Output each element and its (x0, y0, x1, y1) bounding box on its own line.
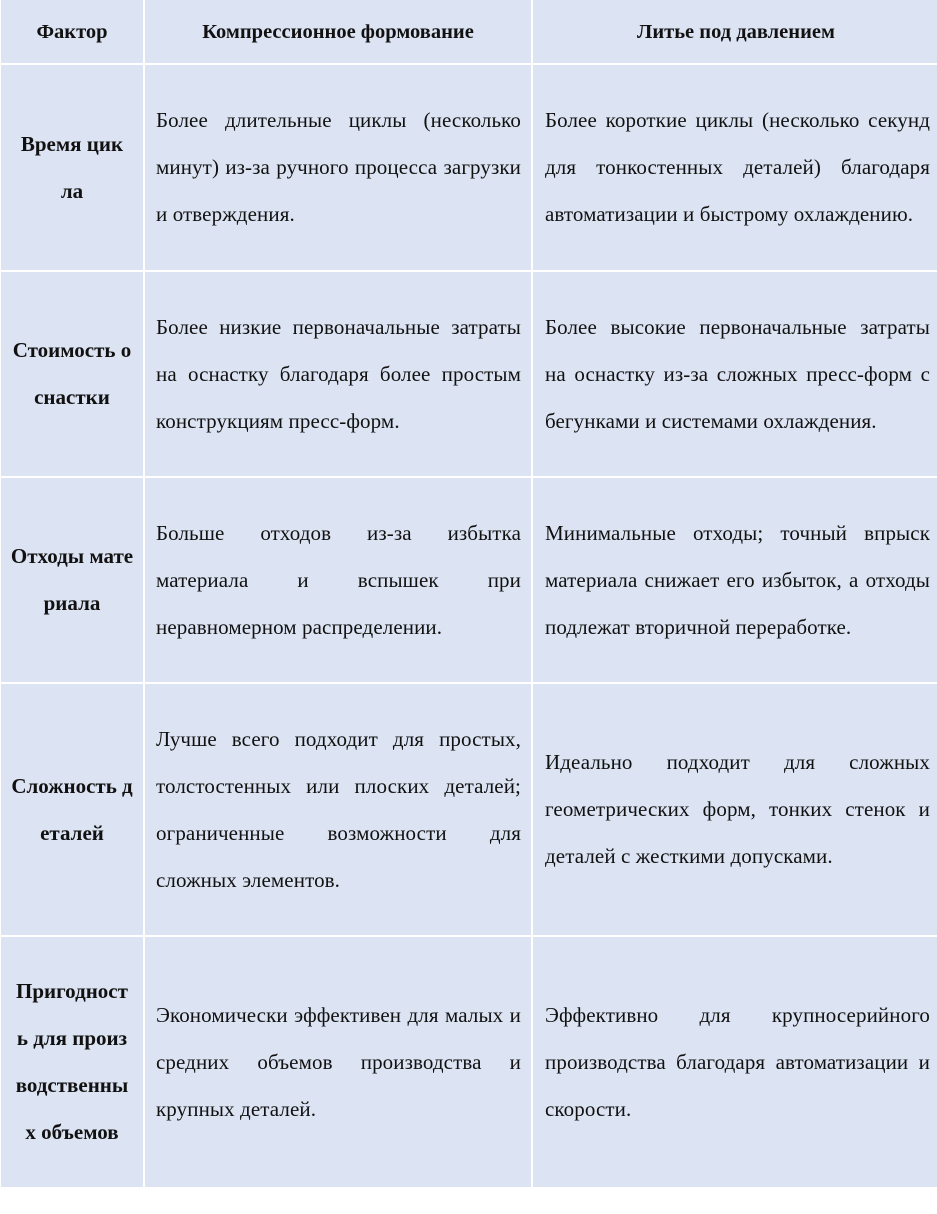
factor-label: Сложность деталей (11, 773, 133, 845)
header-compression-molding: Компрессионное формование (145, 0, 531, 63)
compression-cell (145, 684, 531, 935)
compression-text: Лучше всего подходит для простых, толстостенных или плоских деталей; ограниченные возможности для сложных элементов. (156, 726, 521, 892)
compression-cell (145, 478, 531, 682)
compression-text: Более низкие первоначальные затраты на оснастку благодаря более простым конструкциям пресс-форм. (156, 314, 521, 433)
injection-cell (533, 684, 937, 935)
comparison-table (1, 0, 935, 1187)
injection-cell (533, 272, 937, 476)
injection-text: Эффективно для крупносерийного производства благодаря автоматизации и скорости. (545, 1002, 930, 1121)
injection-cell (533, 937, 937, 1187)
factor-cell (1, 478, 143, 682)
injection-text: Идеально подходит для сложных геометрических форм, тонких стенок и деталей с жесткими допусками. (545, 750, 930, 868)
factor-label: Время цикла (20, 131, 124, 203)
injection-cell (533, 478, 937, 682)
injection-cell (533, 65, 937, 270)
factor-cell (1, 65, 143, 270)
header-factor: Фактор (1, 0, 143, 63)
compression-cell (145, 272, 531, 476)
injection-text: Минимальные отходы; точный впрыск материала снижает его избыток, а отходы подлежат вторичной переработке. (545, 520, 930, 639)
compression-cell (145, 937, 531, 1187)
header-injection-molding: Литье под давлением (533, 0, 937, 63)
injection-text: Более высокие первоначальные затраты на оснастку из-за сложных пресс-форм с бегунками и системами охлаждения. (545, 314, 930, 433)
factor-cell (1, 272, 143, 476)
compression-text: Более длительные циклы (несколько минут) из-за ручного процесса загрузки и отверждения. (156, 108, 521, 226)
compression-text: Больше отходов из-за избытка материала и вспышек при неравномерном распределении. (156, 520, 521, 639)
factor-label: Пригодность для производственных объемов (15, 979, 129, 1144)
injection-text: Более короткие циклы (несколько секунд для тонкостенных деталей) благодаря автоматизации и быстрому охлаждению. (545, 108, 930, 226)
factor-label: Стоимость оснастки (12, 338, 132, 409)
factor-label: Отходы материала (10, 544, 134, 615)
factor-cell (1, 684, 143, 935)
factor-cell (1, 937, 143, 1187)
compression-cell (145, 65, 531, 270)
compression-text: Экономически эффективен для малых и средних объемов производства и крупных деталей. (156, 1002, 521, 1121)
